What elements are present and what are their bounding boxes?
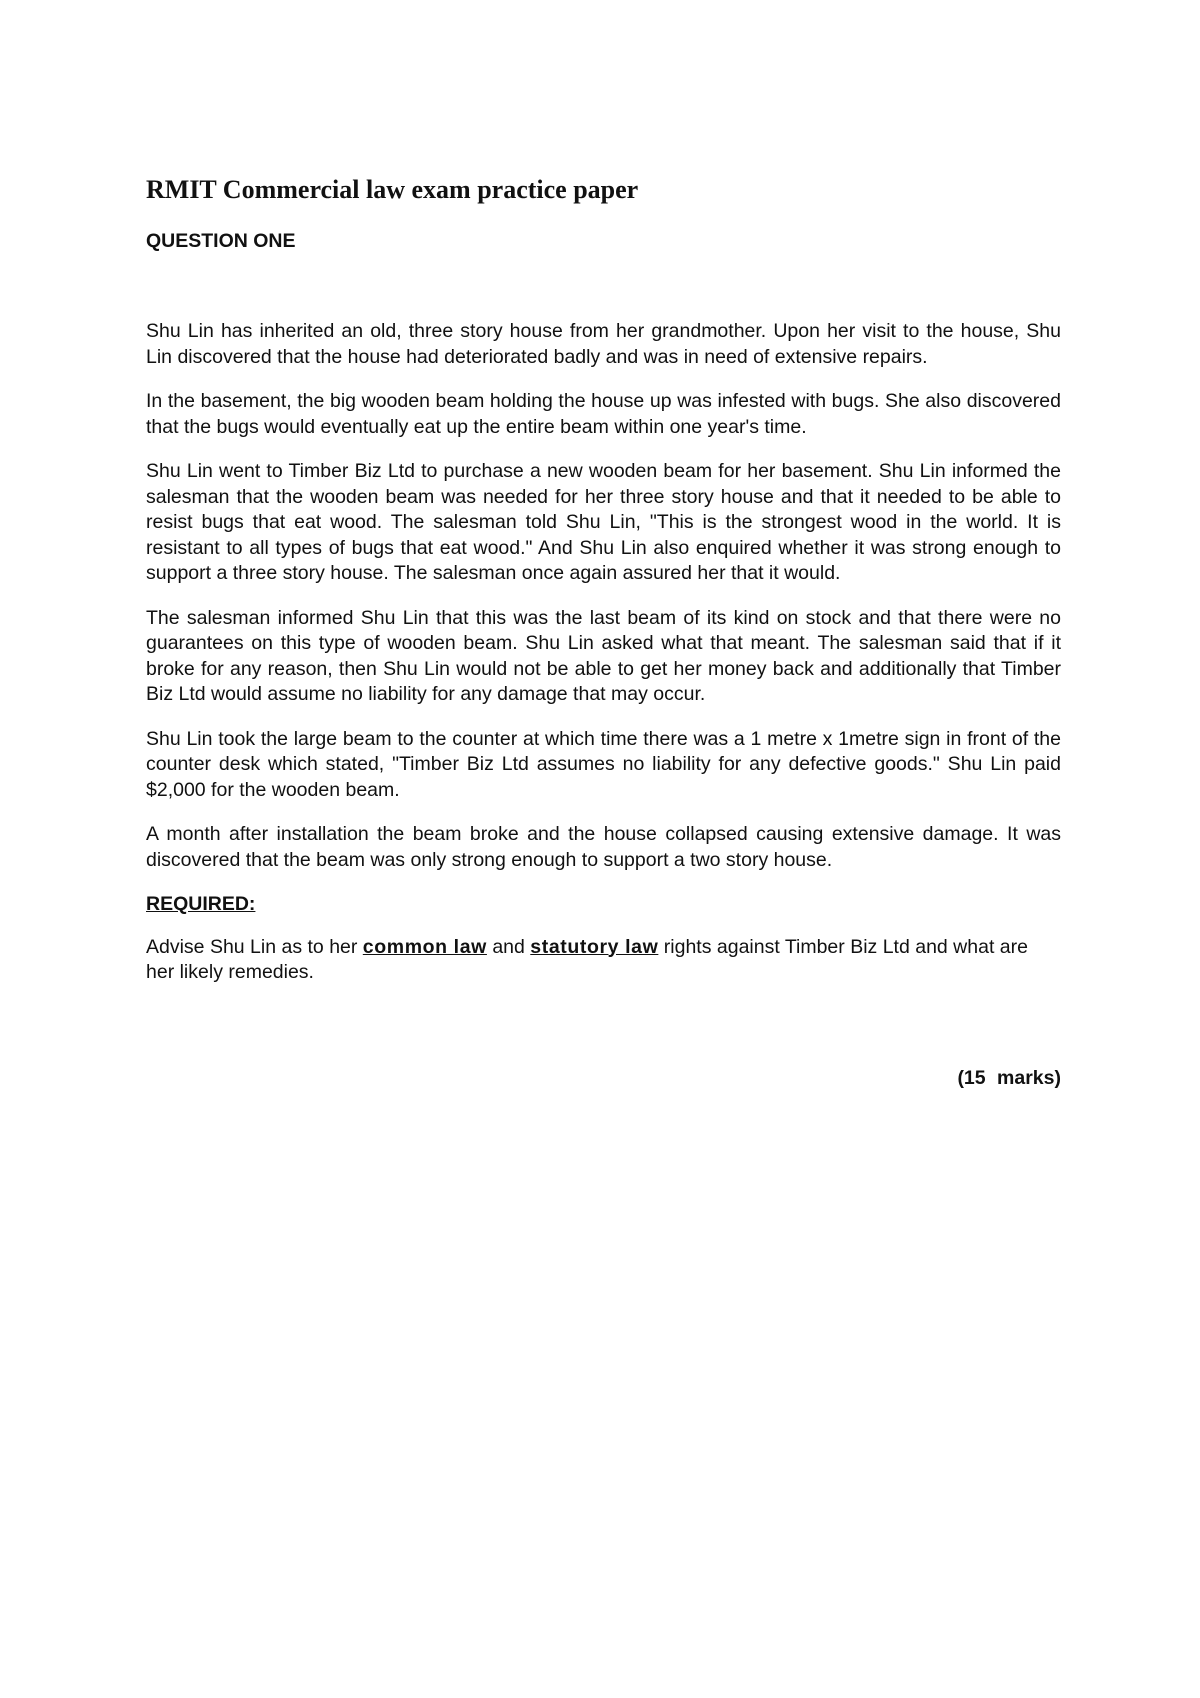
instruction-text-part-3: rights against Timber Biz Ltd and what are her likely remedies. bbox=[146, 935, 1028, 983]
instruction-text-part-2: and bbox=[486, 935, 531, 958]
exam-page bbox=[146, 175, 1061, 1090]
required-instruction bbox=[146, 935, 1061, 986]
scenario-paragraph-3: Shu Lin went to Timber Biz Ltd to purchase a new wooden beam for her basement. Shu Lin informed the salesman that the wooden beam was needed for her three story house and that it needed to be able to resist bugs that eat wood. The salesman told Shu Lin, "This is the strongest wood in the world. It is resistant to all types of bugs that eat wood." And Shu Lin also enquired whether it was strong enough to support a three story house. The salesman once again assured her that it would. bbox=[146, 460, 1061, 584]
statutory-law-emphasis: statutory law bbox=[530, 935, 659, 958]
common-law-emphasis: common law bbox=[362, 935, 487, 958]
required-heading: REQUIRED: bbox=[146, 893, 256, 915]
scenario-paragraph-5: Shu Lin took the large beam to the counter at which time there was a 1 metre x 1metre sign in front of the counter desk which stated, "Timber Biz Ltd assumes no liability for any defective goods." Shu Lin paid $2,000 for the wooden beam. bbox=[146, 727, 1061, 801]
instruction-text-part-1: Advise Shu Lin as to her bbox=[146, 935, 363, 958]
scenario-paragraph-2: In the basement, the big wooden beam holding the house up was infested with bugs. She also discovered that the bugs would eventually eat up the entire beam within one year's time. bbox=[146, 390, 1061, 438]
question-heading: QUESTION ONE bbox=[146, 230, 296, 252]
scenario-paragraph-1: Shu Lin has inherited an old, three story house from her grandmother. Upon her visit to the house, Shu Lin discovered that the house had deteriorated badly and was in need of extensive repairs. bbox=[146, 320, 1061, 368]
scenario-paragraph-6: A month after installation the beam broke and the house collapsed causing extensive damage. It was discovered that the beam was only strong enough to support a two story house. bbox=[146, 823, 1061, 871]
document-title: RMIT Commercial law exam practice paper bbox=[146, 175, 639, 204]
scenario-paragraph-4: The salesman informed Shu Lin that this was the last beam of its kind on stock and that there were no guarantees on this type of wooden beam. Shu Lin asked what that meant. The salesman said that if it broke for any reason, then Shu Lin would not be able to get her money back and additionally that Timber Biz Ltd would assume no liability for any damage that may occur. bbox=[146, 606, 1061, 705]
marks-allocation: (15 marks) bbox=[957, 1066, 1061, 1089]
